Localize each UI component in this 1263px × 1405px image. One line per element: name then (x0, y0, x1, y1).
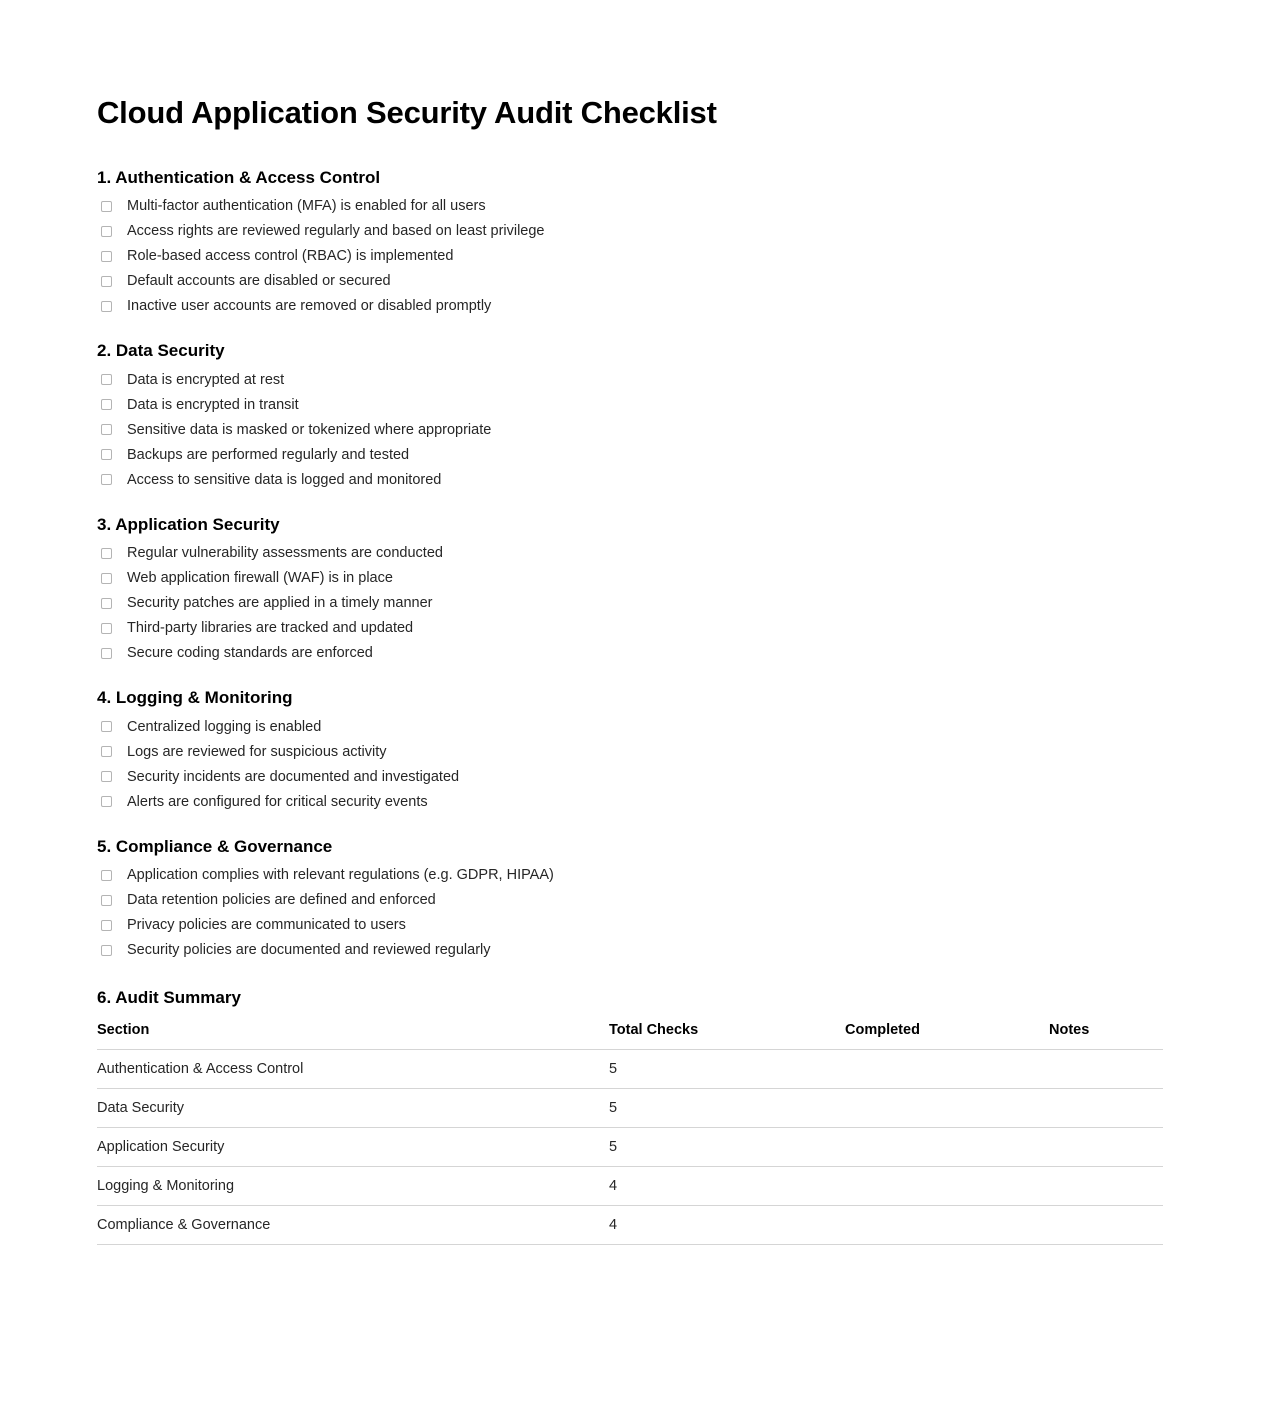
audit-summary-table (97, 1022, 1163, 1245)
checkbox-icon[interactable] (101, 449, 112, 460)
table-row (97, 1050, 1163, 1089)
cell-section: Authentication & Access Control (97, 1050, 609, 1089)
checklist-item[interactable] (97, 570, 1163, 586)
checklist-item[interactable] (97, 248, 1163, 264)
checklist-item-label: Alerts are configured for critical security events (127, 793, 428, 810)
checklist-item-label: Backups are performed regularly and tested (127, 446, 410, 463)
checklist-item-label: Data is encrypted at rest (127, 371, 285, 388)
checklist-item-label: Data is encrypted in transit (127, 396, 299, 413)
checklist-item-label: Access rights are reviewed regularly and based on least privilege (127, 223, 545, 240)
checklist-item-label: Secure coding standards are enforced (127, 645, 373, 662)
cell-total-checks: 4 (609, 1206, 845, 1245)
cell-section: Data Security (97, 1089, 609, 1128)
section-heading: 2. Data Security (97, 341, 225, 361)
checkbox-icon[interactable] (101, 623, 112, 634)
checklist-item[interactable] (97, 645, 1163, 661)
cell-total-checks: 5 (609, 1128, 845, 1167)
checklist-item-label: Multi-factor authentication (MFA) is enabled for all users (127, 198, 486, 215)
checkbox-icon[interactable] (101, 746, 112, 757)
cell-section: Application Security (97, 1128, 609, 1167)
audit-summary-section (97, 988, 1163, 1245)
checklist-item[interactable] (97, 273, 1163, 289)
cell-completed (845, 1050, 1049, 1089)
cell-section: Compliance & Governance (97, 1206, 609, 1245)
cell-notes (1049, 1206, 1163, 1245)
checklist-item-label: Default accounts are disabled or secured (127, 273, 391, 290)
checkbox-icon[interactable] (101, 424, 112, 435)
section-heading: 1. Authentication & Access Control (97, 168, 381, 188)
checklist-item-label: Application complies with relevant regulations (e.g. GDPR, HIPAA) (127, 867, 554, 884)
checklist-item[interactable] (97, 769, 1163, 785)
checkbox-icon[interactable] (101, 474, 112, 485)
checkbox-icon[interactable] (101, 301, 112, 312)
checklist-item[interactable] (97, 447, 1163, 463)
table-row (97, 1128, 1163, 1167)
checklist-item-label: Third-party libraries are tracked and updated (127, 620, 414, 637)
checkbox-icon[interactable] (101, 648, 112, 659)
table-header-row (97, 1022, 1163, 1050)
checklist-item[interactable] (97, 892, 1163, 908)
checkbox-icon[interactable] (101, 721, 112, 732)
cell-completed (845, 1206, 1049, 1245)
table-row (97, 1167, 1163, 1206)
checklist-sections (97, 168, 1163, 958)
table-row (97, 1206, 1163, 1245)
checklist-item[interactable] (97, 867, 1163, 883)
checklist-item[interactable] (97, 595, 1163, 611)
checklist-item[interactable] (97, 719, 1163, 735)
cell-section: Logging & Monitoring (97, 1167, 609, 1206)
checklist (97, 198, 1163, 314)
table-header (97, 1022, 1163, 1050)
checklist (97, 372, 1163, 488)
checklist-item[interactable] (97, 372, 1163, 388)
checkbox-icon[interactable] (101, 771, 112, 782)
checklist-item[interactable] (97, 917, 1163, 933)
checklist-item-label: Security incidents are documented and investigated (127, 768, 460, 785)
cell-completed (845, 1167, 1049, 1206)
checklist-item-label: Role-based access control (RBAC) is implemented (127, 248, 454, 265)
checklist-section (97, 688, 1163, 809)
cell-notes (1049, 1050, 1163, 1089)
checklist-item[interactable] (97, 942, 1163, 958)
page-title: Cloud Application Security Audit Checklist (97, 95, 717, 130)
checklist-item[interactable] (97, 298, 1163, 314)
cell-completed (845, 1089, 1049, 1128)
column-header-section: Section (97, 1022, 609, 1050)
column-header-completed: Completed (845, 1022, 1049, 1050)
checkbox-icon[interactable] (101, 573, 112, 584)
cell-completed (845, 1128, 1049, 1167)
checkbox-icon[interactable] (101, 251, 112, 262)
column-header-total-checks: Total Checks (609, 1022, 845, 1050)
checklist-item[interactable] (97, 198, 1163, 214)
checklist-item-label: Regular vulnerability assessments are conducted (127, 545, 443, 562)
checkbox-icon[interactable] (101, 945, 112, 956)
cell-notes (1049, 1089, 1163, 1128)
checkbox-icon[interactable] (101, 548, 112, 559)
checkbox-icon[interactable] (101, 870, 112, 881)
checkbox-icon[interactable] (101, 895, 112, 906)
cell-total-checks: 5 (609, 1089, 845, 1128)
cell-notes (1049, 1128, 1163, 1167)
checkbox-icon[interactable] (101, 201, 112, 212)
checklist-item-label: Data retention policies are defined and enforced (127, 892, 436, 909)
checkbox-icon[interactable] (101, 276, 112, 287)
checklist-item-label: Centralized logging is enabled (127, 718, 322, 735)
cell-notes (1049, 1167, 1163, 1206)
checklist-item[interactable] (97, 472, 1163, 488)
table-row (97, 1089, 1163, 1128)
checkbox-icon[interactable] (101, 399, 112, 410)
checklist (97, 867, 1163, 958)
checklist-item[interactable] (97, 794, 1163, 810)
column-header-notes: Notes (1049, 1022, 1163, 1050)
checkbox-icon[interactable] (101, 598, 112, 609)
checklist-item[interactable] (97, 545, 1163, 561)
section-heading: 5. Compliance & Governance (97, 836, 333, 856)
checklist-item-label: Sensitive data is masked or tokenized where appropriate (127, 421, 492, 438)
checkbox-icon[interactable] (101, 226, 112, 237)
checkbox-icon[interactable] (101, 796, 112, 807)
checklist-item-label: Inactive user accounts are removed or disabled promptly (127, 298, 492, 315)
checklist-item[interactable] (97, 620, 1163, 636)
checklist-section (97, 837, 1163, 958)
section-heading-audit-summary: 6. Audit Summary (97, 988, 241, 1008)
cell-total-checks: 4 (609, 1167, 845, 1206)
checklist-section (97, 341, 1163, 487)
checklist (97, 719, 1163, 810)
checklist-item-label: Access to sensitive data is logged and monitored (127, 471, 442, 488)
checklist-item[interactable] (97, 397, 1163, 413)
checklist-item-label: Logs are reviewed for suspicious activity (127, 743, 387, 760)
checklist-item-label: Security patches are applied in a timely manner (127, 595, 433, 612)
checklist-section (97, 515, 1163, 661)
checklist-item[interactable] (97, 223, 1163, 239)
table-body (97, 1050, 1163, 1245)
checklist-item-label: Security policies are documented and reviewed regularly (127, 942, 491, 959)
section-heading: 3. Application Security (97, 514, 280, 534)
checklist-item-label: Privacy policies are communicated to users (127, 917, 406, 934)
checkbox-icon[interactable] (101, 374, 112, 385)
checklist-section (97, 168, 1163, 314)
cell-total-checks: 5 (609, 1050, 845, 1089)
checklist-item-label: Web application firewall (WAF) is in place (127, 570, 393, 587)
checklist-item[interactable] (97, 422, 1163, 438)
checkbox-icon[interactable] (101, 920, 112, 931)
checklist (97, 545, 1163, 661)
checklist-item[interactable] (97, 744, 1163, 760)
section-heading: 4. Logging & Monitoring (97, 688, 293, 708)
